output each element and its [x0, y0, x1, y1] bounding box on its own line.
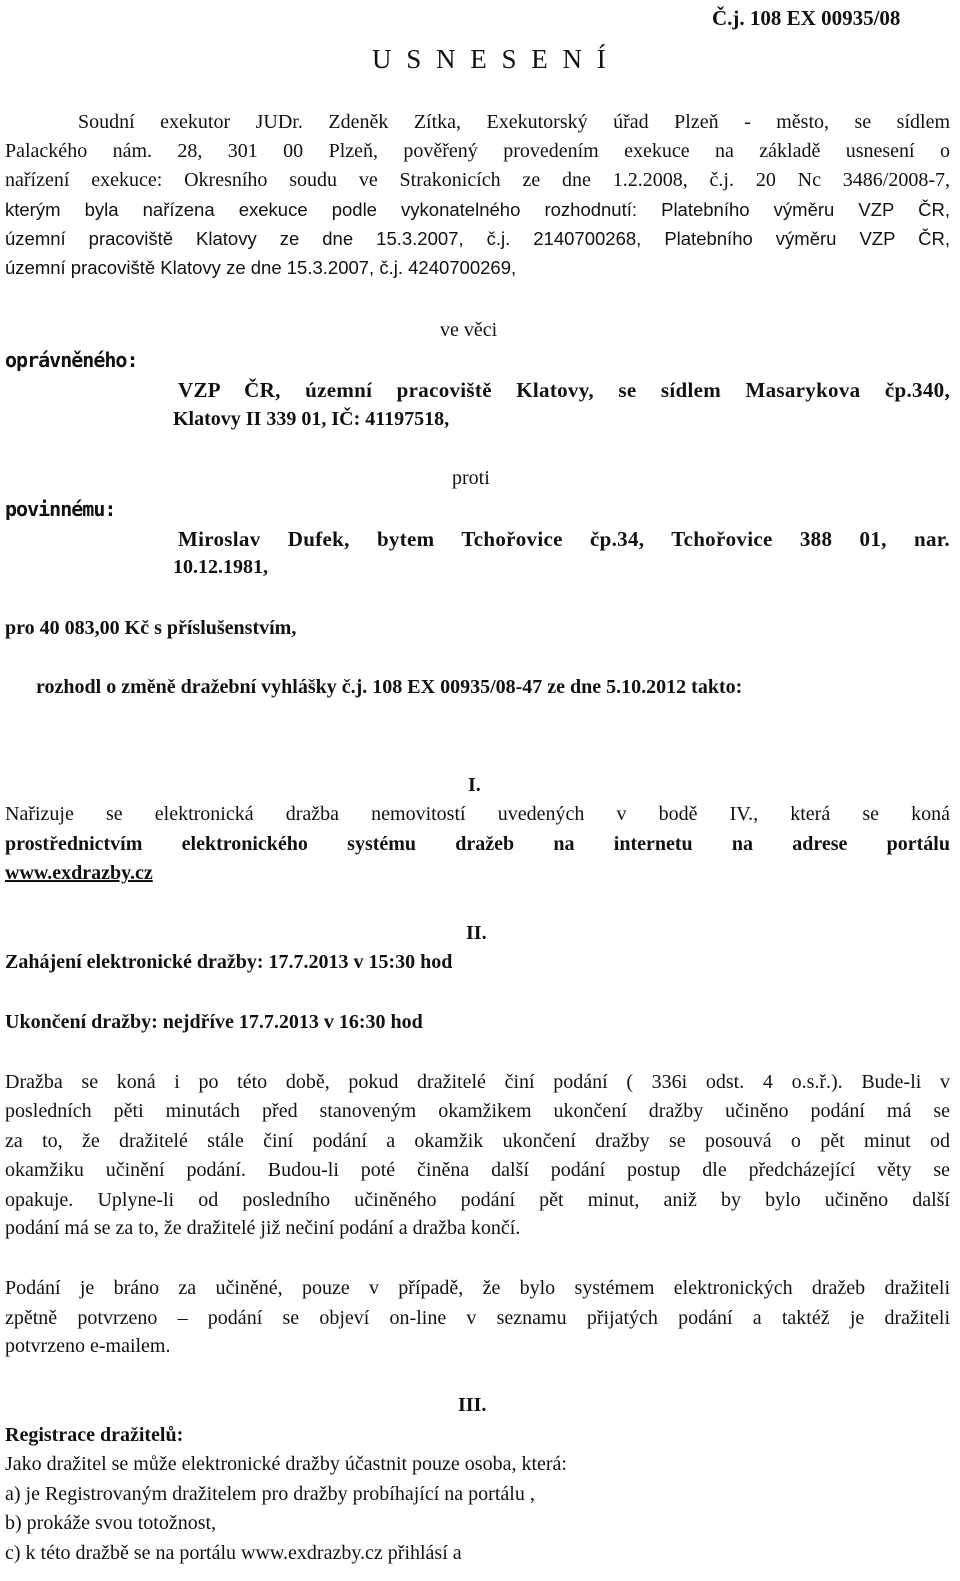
- intro-line-3: nařízení exekuce: Okresního soudu ve Strakonicích ze dne 1.2.2008, č.j. 20 Nc 3486/2008-7,: [5, 169, 950, 191]
- creditor-line-2: Klatovy II 339 01, IČ: 41197518,: [173, 408, 450, 430]
- section-1-line-1: Nařizuje se elektronická dražba nemovitostí uvedených v bodě IV., která se koná: [5, 803, 950, 825]
- registration-heading: Registrace dražitelů:: [5, 1424, 184, 1446]
- para1-line-6: podání má se za to, že dražitelé již nečiní podání a dražba končí.: [5, 1217, 521, 1239]
- intro-line-5: územní pracoviště Klatovy ze dne 15.3.2007, č.j. 2140700268, Platebního výměru VZP ČR,: [5, 228, 950, 249]
- intro-line-1: Soudní exekutor JUDr. Zdeněk Zítka, Exekutorský úřad Plzeň - město, se sídlem: [78, 111, 950, 133]
- creditor-label: oprávněného:: [5, 348, 138, 372]
- section-3-heading: III.: [458, 1394, 487, 1416]
- para2-line-2: zpětně potvrzeno – podání se objeví on-line v seznamu přijatých podání a taktéž je dražiteli: [5, 1307, 950, 1329]
- case-reference: Č.j. 108 EX 00935/08: [712, 6, 901, 30]
- section-2-heading: II.: [466, 922, 487, 944]
- creditor-line-1: VZP ČR, územní pracoviště Klatovy, se sídlem Masarykova čp.340,: [178, 378, 950, 402]
- debtor-line-1: Miroslav Dufek, bytem Tchořovice čp.34, Tchořovice 388 01, nar.: [178, 527, 950, 551]
- para1-line-5: opakuje. Uplyne-li od posledního učiněného podání pět minut, aniž by bylo učiněno další: [5, 1189, 950, 1211]
- intro-line-4: kterým byla nařízena exekuce podle vykonatelného rozhodnutí: Platebního výměru VZP ČR,: [5, 199, 950, 220]
- debtor-line-2: 10.12.1981,: [173, 556, 268, 578]
- section-1-heading: I.: [468, 774, 481, 796]
- auction-start: Zahájení elektronické dražby: 17.7.2013 v 15:30 hod: [5, 951, 453, 973]
- auction-end: Ukončení dražby: nejdříve 17.7.2013 v 16:30 hod: [5, 1011, 423, 1033]
- intro-line-2: Palackého nám. 28, 301 00 Plzeň, pověřený provedením exekuce na základě usnesení o: [5, 140, 950, 162]
- portal-link-text[interactable]: www.exdrazby.cz: [5, 862, 153, 884]
- intro-line-6: územní pracoviště Klatovy ze dne 15.3.2007, č.j. 4240700269,: [5, 257, 517, 278]
- document-title: U S N E S E N Í: [372, 44, 610, 74]
- debtor-label: povinnému:: [5, 497, 116, 521]
- registration-line-3: b) prokáže svou totožnost,: [5, 1512, 217, 1534]
- registration-line-4: c) k této dražbě se na portálu www.exdrazby.cz přihlásí a: [5, 1542, 462, 1564]
- para1-line-2: posledních pěti minutách před stanoveným okamžikem ukončení dražby učiněno podání má se: [5, 1100, 950, 1122]
- claim-amount: pro 40 083,00 Kč s příslušenstvím,: [5, 617, 297, 639]
- para1-line-3: za to, že dražitelé stále činí podání a okamžik ukončení dražby se posouvá o pět minut od: [5, 1130, 950, 1152]
- registration-line-2: a) je Registrovaným dražitelem pro dražby probíhající na portálu ,: [5, 1483, 535, 1505]
- portal-link[interactable]: [5, 862, 153, 885]
- para2-line-1: Podání je bráno za učiněné, pouze v případě, že bylo systémem elektronických dražeb dražiteli: [5, 1277, 950, 1299]
- section-1-line-2: prostřednictvím elektronického systému dražeb na internetu na adrese portálu: [5, 833, 950, 855]
- registration-line-1: Jako dražitel se může elektronické dražby účastnit pouze osoba, která:: [5, 1453, 567, 1475]
- para1-line-4: okamžiku učinění podání. Budou-li poté činěna další podání postup dle předcházející věty se: [5, 1159, 950, 1181]
- decision-statement: rozhodl o změně dražební vyhlášky č.j. 108 EX 00935/08-47 ze dne 5.10.2012 takto:: [36, 676, 743, 698]
- matter-label: ve věci: [440, 319, 498, 341]
- para2-line-3: potvrzeno e-mailem.: [5, 1335, 171, 1357]
- against-label: proti: [452, 467, 490, 489]
- para1-line-1: Dražba se koná i po této době, pokud dražitelé činí podání ( 336i odst. 4 o.s.ř.). Bude-li v: [5, 1071, 950, 1093]
